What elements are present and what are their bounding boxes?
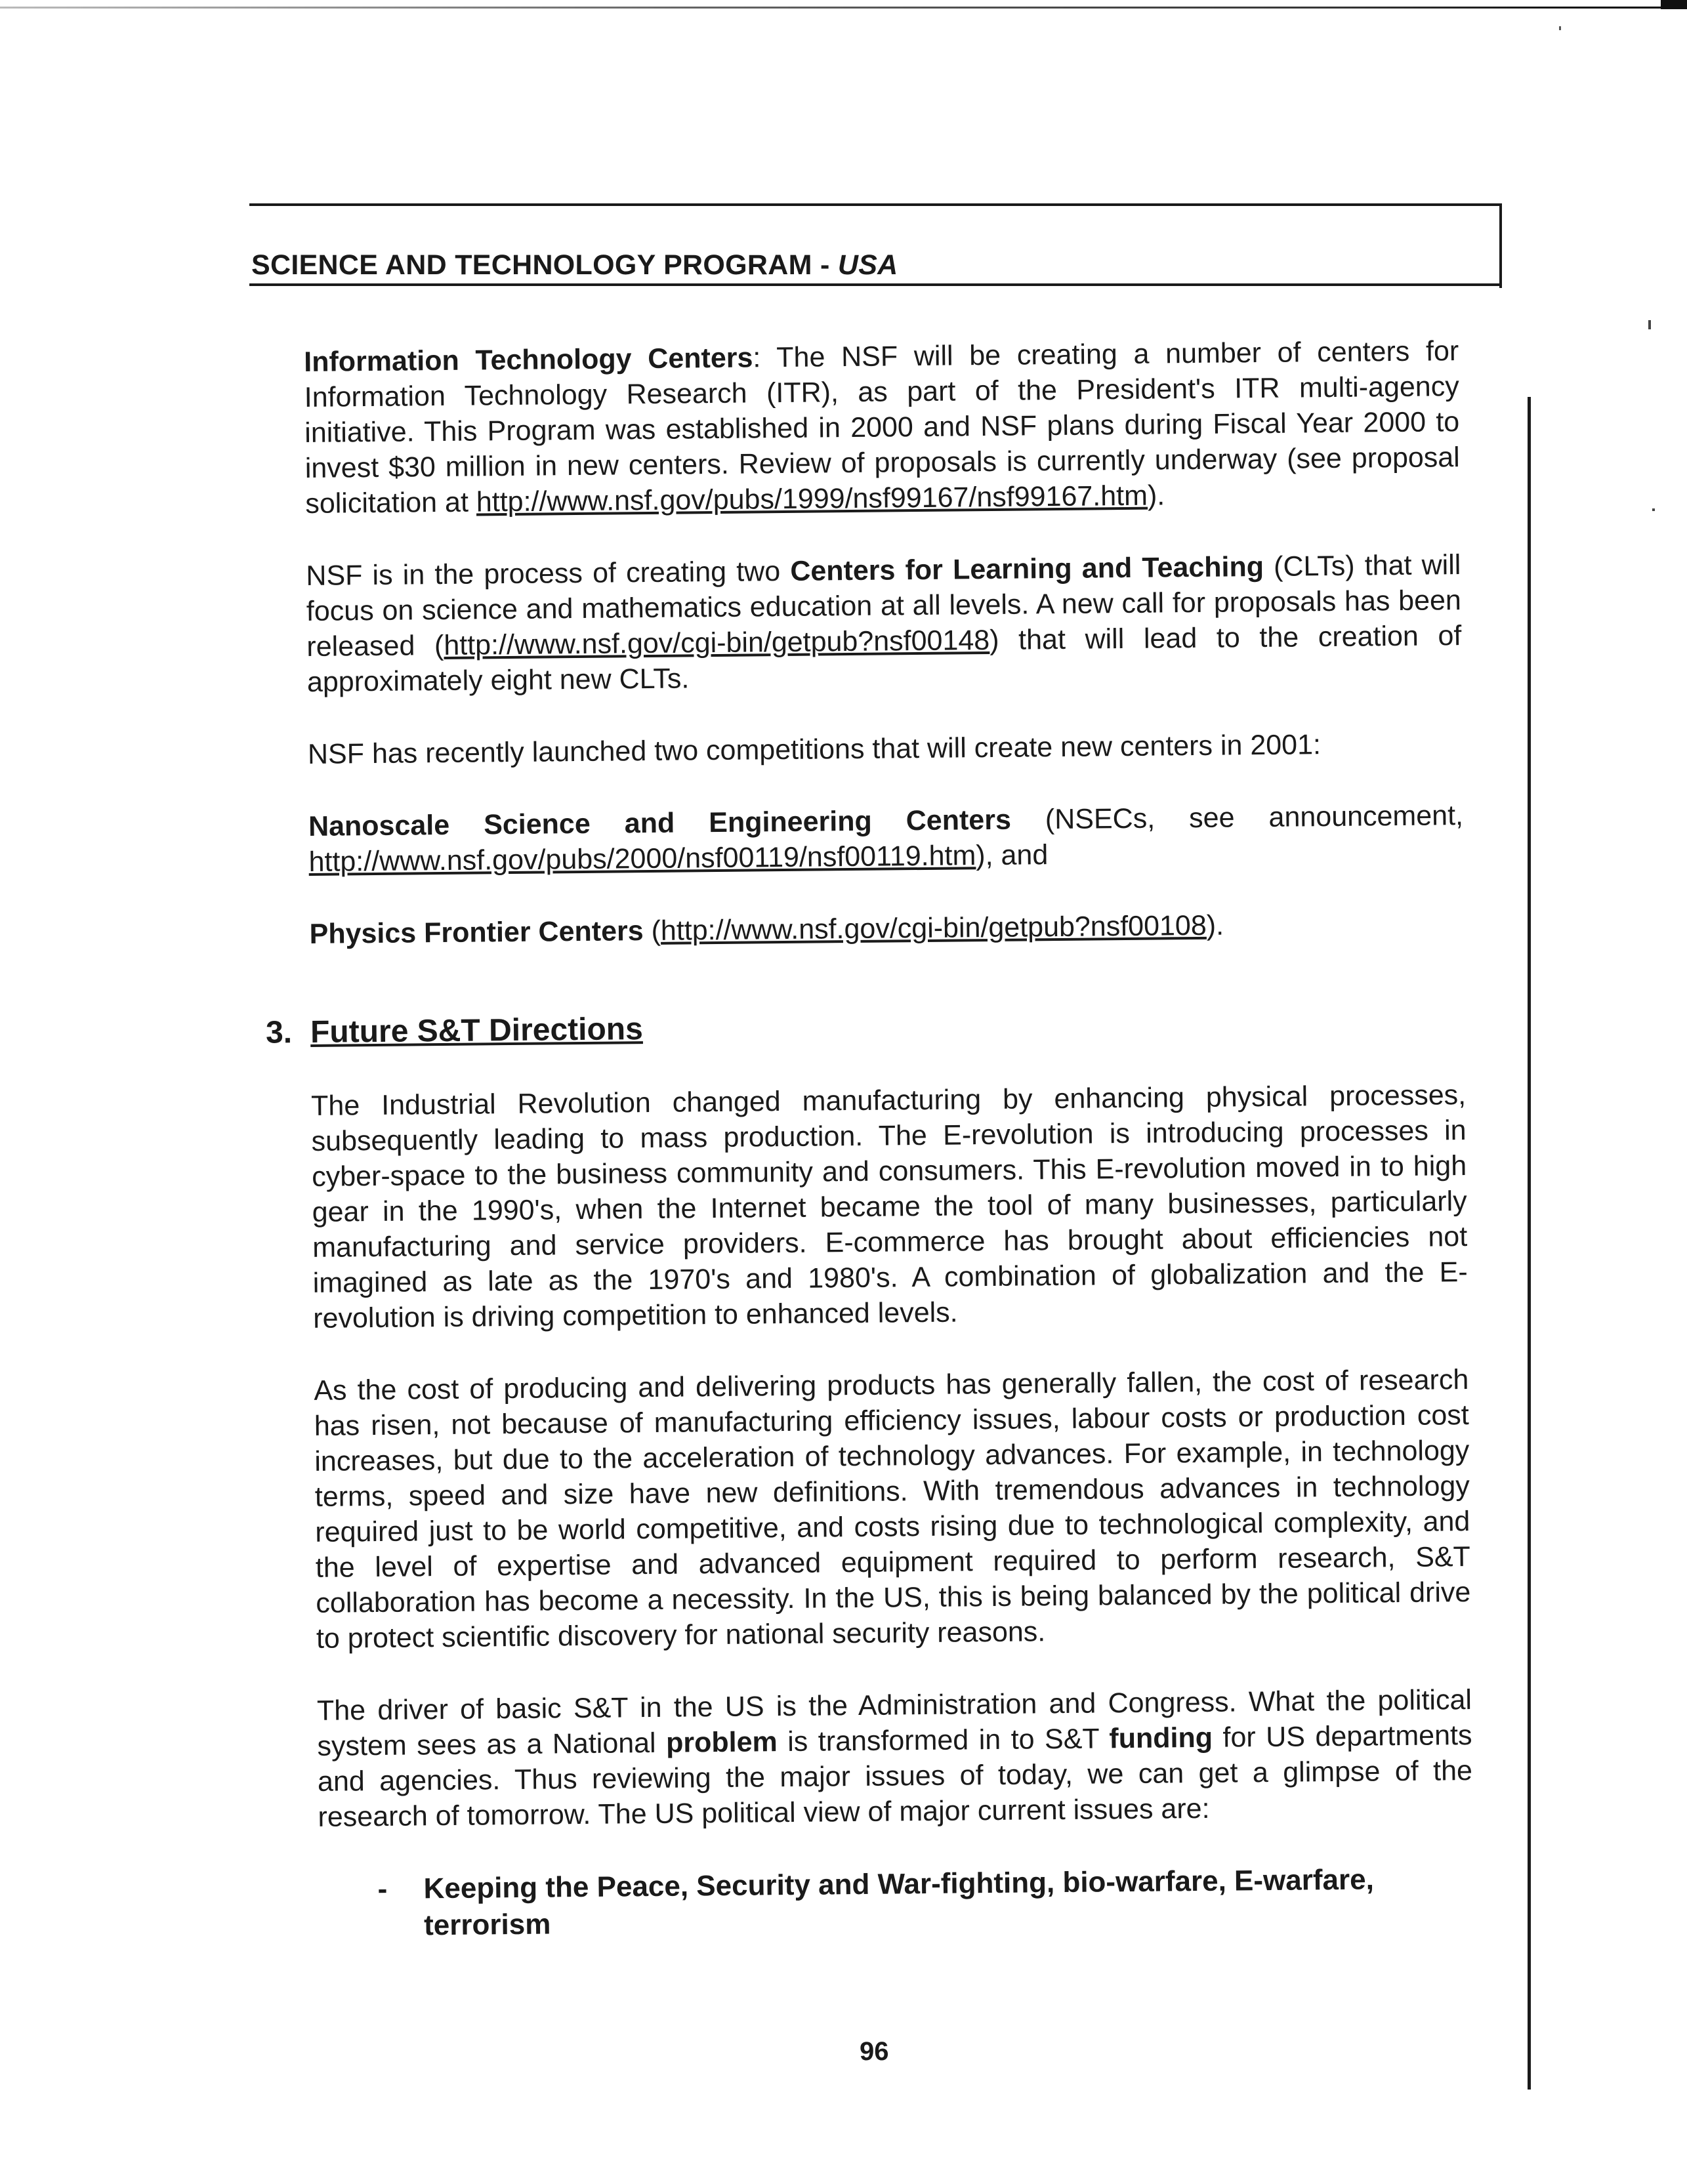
pfc-text: ( <box>643 915 661 947</box>
pfc-heading: Physics Frontier Centers <box>309 915 644 950</box>
p3-bold-funding: funding <box>1109 1721 1213 1755</box>
competitions-paragraph: NSF has recently launched two competitions that will create new centers in 2001: <box>307 729 1322 770</box>
list-item <box>377 1861 1474 1945</box>
nsec-link[interactable]: http://www.nsf.gov/pubs/2000/nsf00119/nsf00119.htm <box>308 840 976 878</box>
section-3-paragraph-3 <box>317 1682 1473 1835</box>
section-3-paragraph-1: The Industrial Revolution changed manufacturing by enhancing physical processes, subsequently leading to mass production. The E-revolution is introducing processes in cyber-space to the business community and consumers. This E-revolution moved in to high gear in the 1990's, when the Internet became the tool of many businesses, particularly manufacturing and service providers. E-commerce has brought about efficiencies not imagined as late as the 1970's and 1980's. A combination of globalization and the E-revolution is driving competition to enhanced levels. <box>310 1079 1468 1334</box>
section-title: Future S&T Directions <box>310 1012 644 1050</box>
bullet-text: Keeping the Peace, Security and War-fighting, bio-warfare, E-warfare, terrorism <box>423 1863 1375 1942</box>
scan-speck <box>1559 26 1561 30</box>
header-rule <box>249 283 1502 286</box>
page-number: 96 <box>860 2037 889 2066</box>
itc-end: ). <box>1147 480 1165 512</box>
pfc-link[interactable]: http://www.nsf.gov/cgi-bin/getpub?nsf00108 <box>660 909 1207 947</box>
pfc-end: ). <box>1206 909 1224 941</box>
scan-top-edge <box>0 7 1687 9</box>
bullet-dash: - <box>377 1872 388 1906</box>
scan-speck <box>1652 508 1655 511</box>
clt-text-3: ) that will lead to the creation of approximately eight new CLTs. <box>306 620 1462 698</box>
section-3-heading <box>266 1004 1465 1051</box>
nsec-heading: Nanoscale Science and Engineering Centers <box>308 804 1012 842</box>
clt-paragraph <box>306 547 1462 700</box>
section-number: 3. <box>265 1015 293 1050</box>
p3-text-2: is transformed in to S&T <box>777 1723 1110 1758</box>
pfc-paragraph <box>309 905 1464 952</box>
p3-text-1: The driver of basic S&T in the US is the Administration and Congress. What the political system sees as a National <box>316 1684 1472 1762</box>
header-title-text: SCIENCE AND TECHNOLOGY PROGRAM - <box>251 249 838 281</box>
page-body <box>265 333 1474 1945</box>
clt-text-1: NSF is in the process of creating two <box>306 555 791 592</box>
clt-text-2: (CLTs) that will focus on science and mathematics education at all levels. A new call for proposals has been released ( <box>306 549 1462 663</box>
nsec-end: ), and <box>976 839 1049 872</box>
itc-paragraph <box>304 333 1461 522</box>
nsec-text: (NSECs, see announcement, <box>1010 800 1464 836</box>
header-location: USA <box>837 249 898 281</box>
nsec-paragraph <box>308 798 1464 880</box>
clt-link[interactable]: http://www.nsf.gov/cgi-bin/getpub?nsf00148 <box>444 624 990 661</box>
scan-corner-mark <box>1661 0 1687 9</box>
scan-speck <box>1648 320 1651 329</box>
margin-change-bar <box>1528 397 1531 2090</box>
p3-text-3: for US departments and agencies. Thus reviewing the major issues of today, we can get a glimpse of the research of tomorrow. The US political view of major current issues are: <box>317 1720 1473 1833</box>
itc-heading: Information Technology Centers <box>304 342 753 378</box>
section-3-paragraph-2: As the cost of producing and delivering products has generally fallen, the cost of research has risen, not because of manufacturing efficiency issues, labour costs or production cost increases, but due to the acceleration of technology advances. For example, in technology terms, speed and size have new definitions. With tremendous advances in technology required just to be world competitive, and costs rising due to technological complexity, and the level of expertise and advanced equipment required to perform research, S&T collaboration has become a necessity. In the US, this is being balanced by the political drive to protect scientific discovery for national security reasons. <box>314 1364 1471 1655</box>
clt-heading: Centers for Learning and Teaching <box>790 550 1264 587</box>
itc-link[interactable]: http://www.nsf.gov/pubs/1999/nsf99167/nsf99167.htm <box>476 480 1148 518</box>
p3-bold-problem: problem <box>665 1726 778 1759</box>
itc-text: : The NSF will be creating a number of centers for Information Technology Research (ITR), as part of the President's ITR multi-agency initiative. This Program was established in 2000 and NSF plans during Fiscal Year 2000 to invest $30 million in new centers. Review of proposals is currently underway (see proposal solicitation at <box>304 335 1460 520</box>
page-header-title <box>251 249 898 281</box>
